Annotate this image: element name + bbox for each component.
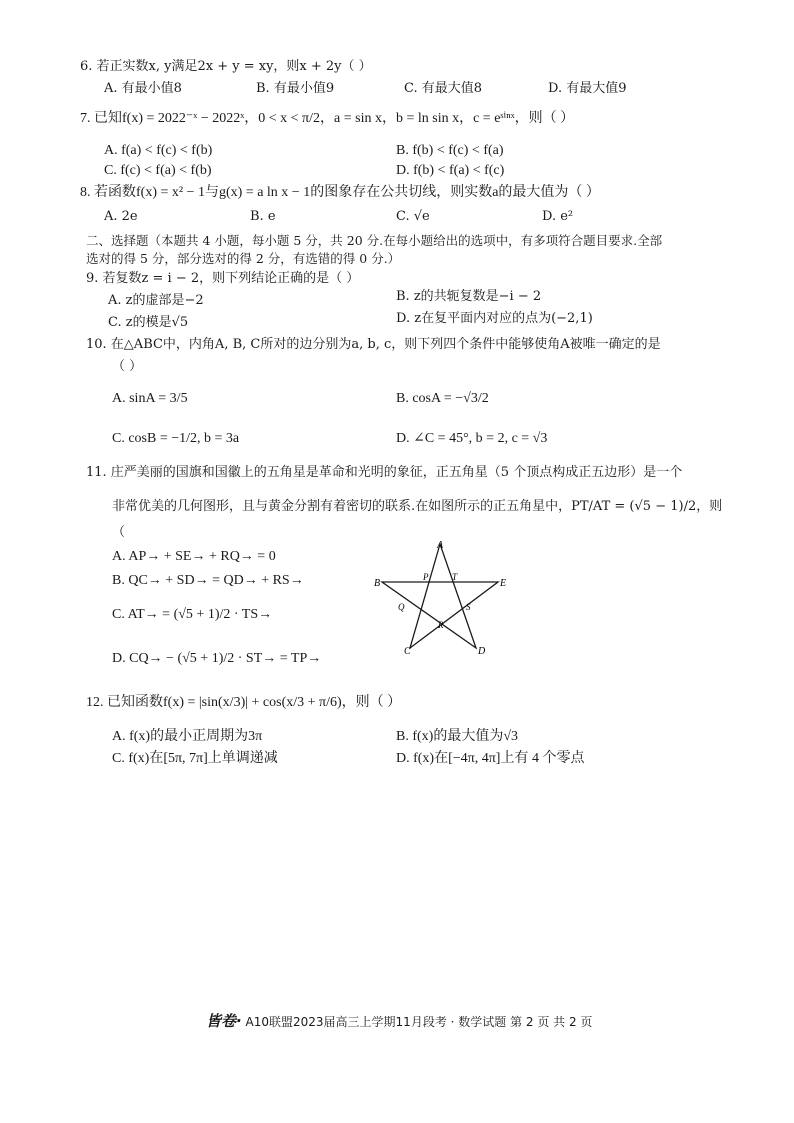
q9-stem: 9. 若复数z = i − 2，则下列结论正确的是（ ） (86, 271, 360, 286)
label-r: R (438, 620, 444, 630)
q11-paren: （ (112, 525, 126, 540)
q9-option-b: B. z的共轭复数是−i − 2 (396, 289, 542, 304)
q7-stem: 7. 已知f(x) = 2022⁻ˣ − 2022ˣ，0 < x < π/2，a = sin x，b = ln sin x，c = eˢⁱⁿˣ，则（ ） (80, 111, 575, 126)
q10-paren: （ ） (112, 359, 143, 374)
label-e: E (500, 578, 507, 589)
label-d: D (478, 646, 486, 657)
q11-stem-line2: 非常优美的几何图形，且与黄金分割有着密切的联系.在如图所示的正五角星中，PT/AT = (√5 − 1)/2，则 (112, 499, 723, 514)
q8-option-c: C. √e (396, 209, 430, 224)
page-footer (206, 1010, 592, 1031)
q8-option-b: B. e (250, 209, 276, 224)
q7-option-c: C. f(c) < f(a) < f(b) (104, 163, 212, 178)
q6-option-c: C. 有最大值8 (404, 81, 483, 96)
q7-option-d: D. f(b) < f(a) < f(c) (396, 163, 505, 178)
q10-stem: 10. 在△ABC中，内角A, B, C所对的边分别为a, b, c，则下列四个条件中能够使角A被唯一确定的是 (86, 337, 661, 352)
q12-option-b: B. f(x)的最大值为√3 (396, 729, 519, 744)
q10-option-b: B. cosA = −√3/2 (396, 391, 489, 406)
footer-logo: 皆卷· (206, 1012, 242, 1030)
label-q: Q (398, 602, 405, 612)
q11-option-d: D. CQ→ − (√5 + 1)/2 · ST→ = TP→ (112, 651, 322, 666)
section2-header-line2: 选对的得 5 分，部分选对的得 2 分，有选错的得 0 分.） (86, 251, 401, 266)
label-s: S (466, 602, 471, 612)
q7-option-a: A. f(a) < f(c) < f(b) (104, 143, 213, 158)
q10-option-d: D. ∠C = 45°, b = 2, c = √3 (396, 431, 548, 446)
pentagram-figure (374, 540, 510, 657)
q6-stem: 6. 若正实数x, y满足2x + y = xy，则x + 2y（ ） (80, 59, 372, 74)
label-a: A (437, 540, 444, 551)
footer-text: A10联盟2023届高三上学期11月段考 · 数学试题 第 2 页 共 2 页 (245, 1015, 593, 1029)
q10-option-c: C. cosB = −1/2, b = 3a (112, 431, 240, 446)
q12-option-c: C. f(x)在[5π, 7π]上单调递减 (112, 751, 278, 766)
label-p: P (423, 572, 429, 582)
q11-option-b: B. QC→ + SD→ = QD→ + RS→ (112, 573, 304, 588)
label-t: T (452, 572, 458, 582)
q12-stem: 12. 已知函数f(x) = |sin(x/3)| + cos(x/3 + π/6)，则（ ） (86, 695, 402, 710)
q9-option-a: A. z的虚部是−2 (108, 293, 204, 308)
q11-stem-line1: 11. 庄严美丽的国旗和国徽上的五角星是革命和光明的象征，正五角星（5 个顶点构成正五边形）是一个 (86, 465, 683, 480)
q10-option-a: A. sinA = 3/5 (112, 391, 188, 406)
q6-option-a: A. 有最小值8 (104, 81, 182, 96)
q9-option-c: C. z的模是√5 (108, 315, 189, 330)
q11-option-a: A. AP→ + SE→ + RQ→ = 0 (112, 549, 276, 564)
q6-option-d: D. 有最大值9 (548, 81, 627, 96)
q7-option-b: B. f(b) < f(c) < f(a) (396, 143, 504, 158)
q9-option-d: D. z在复平面内对应的点为(−2,1) (396, 311, 593, 326)
q8-stem: 8. 若函数f(x) = x² − 1与g(x) = a ln x − 1的图象存在公共切线，则实数a的最大值为（ ） (80, 185, 600, 200)
section2-header-line1: 二、选择题（本题共 4 小题，每小题 5 分，共 20 分.在每小题给出的选项中，有多项符合题目要求.全部 (86, 233, 663, 248)
q12-option-d: D. f(x)在[−4π, 4π]上有 4 个零点 (396, 751, 585, 766)
q6-option-b: B. 有最小值9 (256, 81, 335, 96)
label-c: C (404, 646, 411, 657)
q11-option-c: C. AT→ = (√5 + 1)/2 · TS→ (112, 607, 273, 622)
q12-option-a: A. f(x)的最小正周期为3π (112, 729, 263, 744)
q8-option-d: D. e² (542, 209, 574, 224)
pentagram-outline (382, 544, 498, 648)
label-b: B (374, 578, 381, 589)
q8-option-a: A. 2e (104, 209, 138, 224)
